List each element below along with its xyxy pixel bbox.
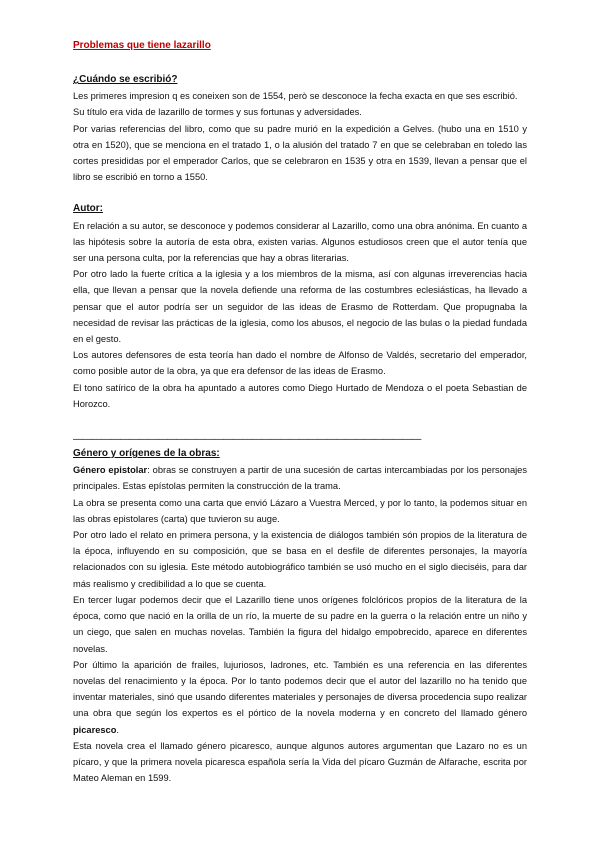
- paragraph: Su título era vida de lazarillo de tormes y sus fortunas y adversidades.: [73, 107, 362, 118]
- section-heading: ¿Cuándo se escribió?: [73, 74, 178, 85]
- section-heading: Autor:: [73, 203, 103, 215]
- bold-term: Género epistolar: [73, 465, 148, 476]
- paragraph: La obra se presenta como una carta que envió Lázaro a Vuestra Merced, y por lo tanto, la podemos situar en las obras epistolares (carta) que tuvieron su auge.: [73, 497, 527, 524]
- section-author: [73, 201, 527, 412]
- paragraph: Los autores defensores de esta teoría han dado el nombre de Alfonso de Valdés, secretario del emperador, como posible autor de la obra, ya que era defensor de las ideas de Erasmo.: [73, 350, 527, 377]
- section-heading: Género y orígenes de la obras:: [73, 448, 220, 460]
- paragraph: En relación a su autor, se desconoce y podemos considerar al Lazarillo, como una obra anónima. En cuanto a las hipótesis sobre la autoría de esta obra, existen varias. Algunos estudiosos creen que el autor tenía que ser una persona culta, por la referencias que hay a obras literarias.: [73, 220, 527, 264]
- paragraph-text: .: [116, 724, 120, 735]
- divider-line: —————————————————————————————————————: [73, 434, 421, 446]
- paragraph: El tono satírico de la obra ha apuntado a autores como Diego Hurtado de Mendoza o el poeta Sebastian de Horozco.: [73, 382, 527, 409]
- paragraph: Por varias referencias del libro, como que su padre murió en la expedición a Gelves. (hubo una en 1510 y otra en 1520), que se menciona en el tratado 1, o la alusión del tratado 7 en que se celebraban en toledo las cortes presididas por el emperador Carlos, que se celebraron en 1535 y otra en 1539, llevan a pensar que el libro se escribió en torno a 1550.: [73, 123, 527, 183]
- paragraph-text: : obras se construyen a partir de una sucesión de cartas intercambiadas por los personajes principales. Estas epístolas permiten la construcción de la trama.: [73, 465, 527, 492]
- paragraph: Les primeres impresion q es coneixen son de 1554, però se desconoce la fecha exacta en que ses escribió.: [73, 91, 518, 102]
- paragraph: Por otro lado la fuerte crítica a la iglesia y a los miembros de la misma, así con algunas irreverencias hacia ella, que llevan a pensar que la novela defiende una reforma de las costumbres eclesiásticas, ha llevado a pensar que el autor podría ser un seguidor de las ideas de Erasmo de Rotterdam. Que propugnaba la necesidad de revisar las prácticas de la iglesia, como los abusos, el negocio de las bulas o la piedad fundada en el gesto.: [73, 269, 527, 345]
- paragraph: Esta novela crea el llamado género picaresco, aunque algunos autores argumentan que Lazaro no es un pícaro, y que la primera novela picaresca española sería la Vida del pícaro Guzmán de Alfarache, escrita por Mateo Aleman en 1599.: [73, 740, 527, 784]
- paragraph: [73, 657, 527, 738]
- paragraph: Por otro lado el relato en primera persona, y la existencia de diálogos también són propios de la literatura de la época, influyendo en su composición, que se basa en el desfile de diferentes personajes, la mayoría relacionados con su iglesia. Este método autobiográfico también se usó mucho en el siglo dieciséis, para dar más realismo y credibilidad a lo que se cuenta.: [73, 530, 527, 589]
- section-genre-origins: [73, 434, 527, 786]
- document-title: Problemas que tiene lazarillo: [73, 40, 211, 51]
- paragraph: En tercer lugar podemos decir que el Lazarillo tiene unos orígenes folclóricos propios de la literatura de la época, como que nació en la orilla de un río, la muerte de su padre en la guerra o la relación entre un niño y un ciego, que salen en muchas novelas. También la figura del hidalgo empobrecido, aparece en diferentes novelas.: [73, 594, 527, 654]
- paragraph-text: Por último la aparición de frailes, lujuriosos, ladrones, etc. También es una referencia en las diferentes novelas del renacimiento y la época. Por lo tanto podemos decir que el autor del lazarillo no ha tenido que inventar materiales, sinó que usando diferentes materiales y personajes de diversa procedencia supo realizar una obra que según los expertos es el pórtico de la novela moderna y en concreto del llamado género: [73, 659, 527, 719]
- paragraph: [73, 462, 527, 494]
- section-when-written: [73, 72, 527, 185]
- bold-term: picaresco: [73, 724, 117, 735]
